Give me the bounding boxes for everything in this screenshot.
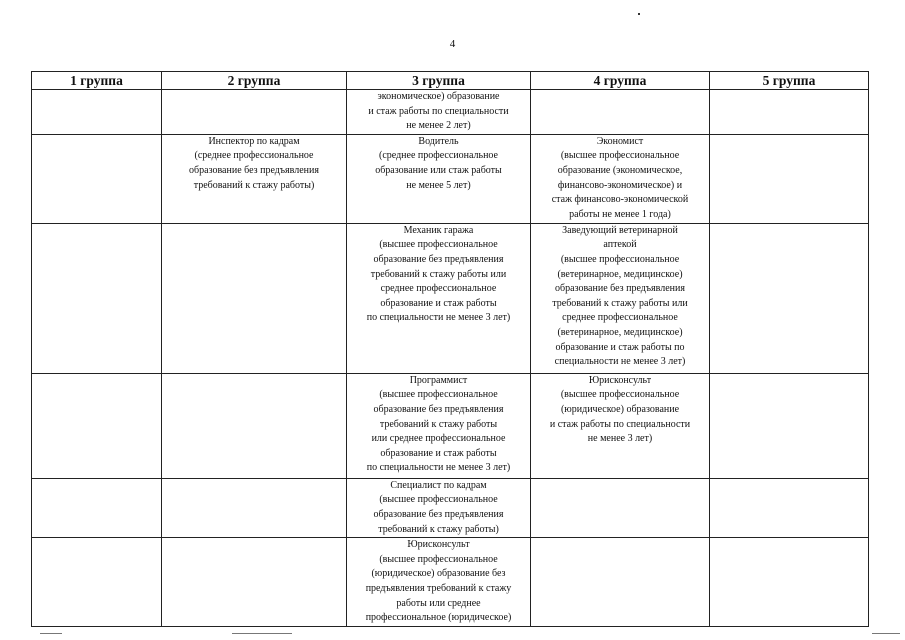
qualification-groups-table <box>31 71 869 627</box>
header-group-4: 4 группа <box>531 72 710 90</box>
page-number: 4 <box>449 38 456 50</box>
cell-text-line: (среднее профессиональное <box>194 150 314 162</box>
table-cell-group-3 <box>347 538 531 627</box>
cell-text-line: образование и стаж работы по <box>555 341 685 353</box>
table-cell-group-4 <box>531 478 710 537</box>
cell-text-line: по специальности не менее 3 лет) <box>366 462 511 474</box>
cell-text-line: по специальности не менее 3 лет) <box>366 312 511 324</box>
table-cell-group-4 <box>531 90 710 135</box>
table-cell-group-1 <box>32 538 162 627</box>
header-group-3: 3 группа <box>347 72 531 90</box>
table-cell-group-2 <box>162 134 347 223</box>
cell-text-line: Юрисконсульт <box>588 374 652 386</box>
cell-text-line: не менее 3 лет) <box>587 433 653 445</box>
table-cell-group-4 <box>531 538 710 627</box>
cell-text-line: образование (экономическое, <box>557 164 683 176</box>
cell-text-line: Юрисконсульт <box>407 539 470 551</box>
cell-text-line: работы не менее 1 года) <box>569 208 671 220</box>
table-body <box>32 90 869 627</box>
header-group-5: 5 группа <box>710 72 869 90</box>
cell-text-line: Специалист по кадрам <box>390 479 487 491</box>
cell-text-line: (юридическое) образование без <box>371 568 506 580</box>
cell-text-line: образование и стаж работы <box>380 297 497 309</box>
cell-text-line: (ветеринарное, медицинское) <box>557 268 683 280</box>
cell-text-line: финансово-экономическое) и <box>557 179 683 191</box>
cell-text-line: работы или среднее <box>396 597 481 609</box>
cell-text-line: специальности не менее 3 лет) <box>554 356 686 368</box>
scan-speck <box>638 13 640 15</box>
cell-text-line: не менее 5 лет) <box>406 179 471 191</box>
scan-edge-mark <box>872 633 900 634</box>
cell-text-line: требований к стажу работы) <box>193 179 315 191</box>
table-cell-group-4 <box>531 223 710 373</box>
cell-text-line: экономическое) образование <box>377 91 500 102</box>
scan-edge-mark <box>232 633 292 634</box>
table-row <box>32 478 869 537</box>
table-cell-group-3 <box>347 223 531 373</box>
table-cell-group-1 <box>32 223 162 373</box>
cell-text-line: профессиональное (юридическое) <box>365 612 512 624</box>
cell-text-line: образование без предъявления <box>373 508 504 520</box>
cell-text-line: Механик гаража <box>403 224 474 236</box>
table-cell-group-1 <box>32 134 162 223</box>
cell-text-line: образование или стаж работы <box>375 164 502 176</box>
header-group-2: 2 группа <box>162 72 347 90</box>
cell-text-line: среднее профессиональное <box>380 283 497 295</box>
cell-text-line: предъявления требований к стажу <box>365 582 512 594</box>
cell-text-line: образование без предъявления <box>373 253 504 265</box>
cell-text-line: Заведующий ветеринарной <box>562 224 678 236</box>
cell-text-line: стаж финансово-экономической <box>551 194 689 206</box>
cell-text-line: (высшее профессиональное <box>379 239 498 251</box>
cell-text-line: (высшее профессиональное <box>560 253 680 265</box>
cell-text-line: образование и стаж работы <box>380 447 497 459</box>
table-cell-group-2 <box>162 223 347 373</box>
cell-text-line: и стаж работы по специальности <box>549 418 691 430</box>
cell-text-line: (высшее профессиональное <box>560 389 680 401</box>
table-cell-group-4 <box>531 134 710 223</box>
cell-text-line: Водитель <box>418 135 459 147</box>
cell-text-line: аптекой <box>603 239 637 251</box>
table-cell-group-5 <box>710 134 869 223</box>
table-row <box>32 538 869 627</box>
cell-text-line: (ветеринарное, медицинское) <box>557 326 683 338</box>
table-row <box>32 90 869 135</box>
table-cell-group-1 <box>32 478 162 537</box>
cell-text-line: образование без предъявления <box>373 403 504 415</box>
cell-text-line: (высшее профессиональное <box>379 494 498 506</box>
cell-text-line: образование без предъявления <box>555 283 685 295</box>
cell-text-line: среднее профессиональное <box>562 312 678 324</box>
cell-text-line: требований к стажу работы <box>379 418 498 430</box>
cell-text-line: или среднее профессиональное <box>371 433 506 445</box>
table-cell-group-4 <box>531 373 710 478</box>
cell-text-line: не менее 2 лет) <box>406 120 471 132</box>
table-cell-group-2 <box>162 90 347 135</box>
table-cell-group-1 <box>32 373 162 478</box>
table-cell-group-3 <box>347 90 531 135</box>
table-cell-group-2 <box>162 373 347 478</box>
table-cell-group-5 <box>710 90 869 135</box>
cell-text-line: Программист <box>409 374 468 386</box>
cell-text-line: (юридическое) образование <box>560 403 680 415</box>
table-row <box>32 373 869 478</box>
table-cell-group-5 <box>710 538 869 627</box>
table-row <box>32 134 869 223</box>
cell-text-line: (высшее профессиональное <box>379 389 498 401</box>
table-cell-group-3 <box>347 134 531 223</box>
cell-text-line: требований к стажу работы или <box>370 268 507 280</box>
cell-text-line: и стаж работы по специальности <box>368 105 509 117</box>
table-cell-group-3 <box>347 373 531 478</box>
header-group-1: 1 группа <box>32 72 162 90</box>
table-cell-group-2 <box>162 478 347 537</box>
cell-text-line: Экономист <box>596 135 644 147</box>
cell-text-line: (высшее профессиональное <box>560 150 680 162</box>
cell-text-line: (высшее профессиональное <box>379 553 498 565</box>
table-cell-group-3 <box>347 478 531 537</box>
cell-text-line: требований к стажу работы) <box>378 523 499 535</box>
table-cell-group-2 <box>162 538 347 627</box>
scan-edge-mark <box>40 633 62 634</box>
table-header-row <box>32 72 869 90</box>
table-cell-group-5 <box>710 373 869 478</box>
table-row <box>32 223 869 373</box>
cell-text-line: требований к стажу работы или <box>552 297 688 309</box>
table-cell-group-5 <box>710 223 869 373</box>
cell-text-line: образование без предъявления <box>189 164 319 176</box>
cell-text-line: Инспектор по кадрам <box>208 135 300 147</box>
table-cell-group-1 <box>32 90 162 135</box>
cell-text-line: (среднее профессиональное <box>379 150 498 162</box>
table-cell-group-5 <box>710 478 869 537</box>
